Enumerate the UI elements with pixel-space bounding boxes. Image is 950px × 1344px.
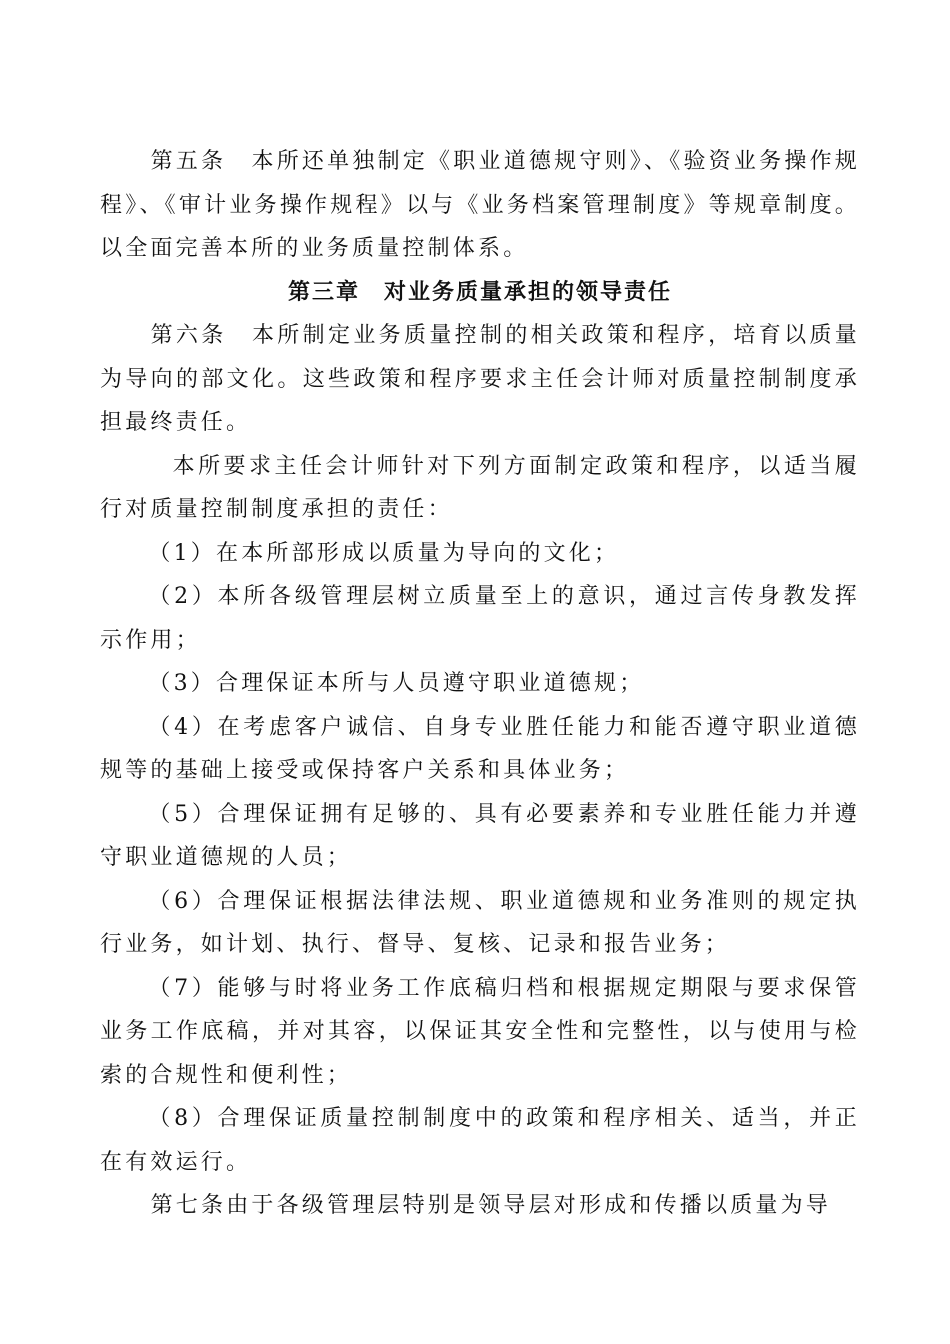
list-item-5: （5）合理保证拥有足够的、具有必要素养和专业胜任能力并遵守职业道德规的人员； <box>100 801 860 870</box>
list-item-6: （6）合理保证根据法律法规、职业道德规和业务准则的规定执行业务，如计划、执行、督导、复核、记录和报告业务； <box>100 888 860 957</box>
list-item-1: （1）在本所部形成以质量为导向的文化； <box>148 540 620 566</box>
article-7-paragraph: 第七条由于各级管理层特别是领导层对形成和传播以质量为导 <box>150 1193 831 1218</box>
list-item-7: （7）能够与时将业务工作底稿归档和根据规定期限与要求保管业务工作底稿，并对其容，以保证其安全性和完整性，以与使用与检索的合规性和便利性； <box>100 975 860 1088</box>
list-item-2: （2）本所各级管理层树立质量至上的意识，通过言传身教发挥示作用； <box>100 584 860 653</box>
list-item-8: （8）合理保证质量控制制度中的政策和程序相关、适当，并正在有效运行。 <box>100 1106 860 1175</box>
document-page <box>100 140 860 1228</box>
list-item-3: （3）合理保证本所与人员遵守职业道德规； <box>148 671 645 696</box>
list-item-4: （4）在考虑客户诚信、自身专业胜任能力和能否遵守职业道德规等的基础上接受或保持客户关系和具体业务； <box>100 714 860 783</box>
responsibility-intro-paragraph: 本所要求主任会计师针对下列方面制定政策和程序，以适当履行对质量控制制度承担的责任： <box>100 453 860 522</box>
article-6-paragraph: 第六条 本所制定业务质量控制的相关政策和程序，培育以质量为导向的部文化。这些政策和程序要求主任会计师对质量控制制度承担最终责任。 <box>100 323 860 435</box>
article-5-paragraph: 第五条 本所还单独制定《职业道德规守则》、《验资业务操作规程》、《审计业务操作规程》以与《业务档案管理制度》等规章制度。以全面完善本所的业务质量控制体系。 <box>100 149 860 261</box>
chapter-3-heading: 第三章 对业务质量承担的领导责任 <box>287 279 672 305</box>
